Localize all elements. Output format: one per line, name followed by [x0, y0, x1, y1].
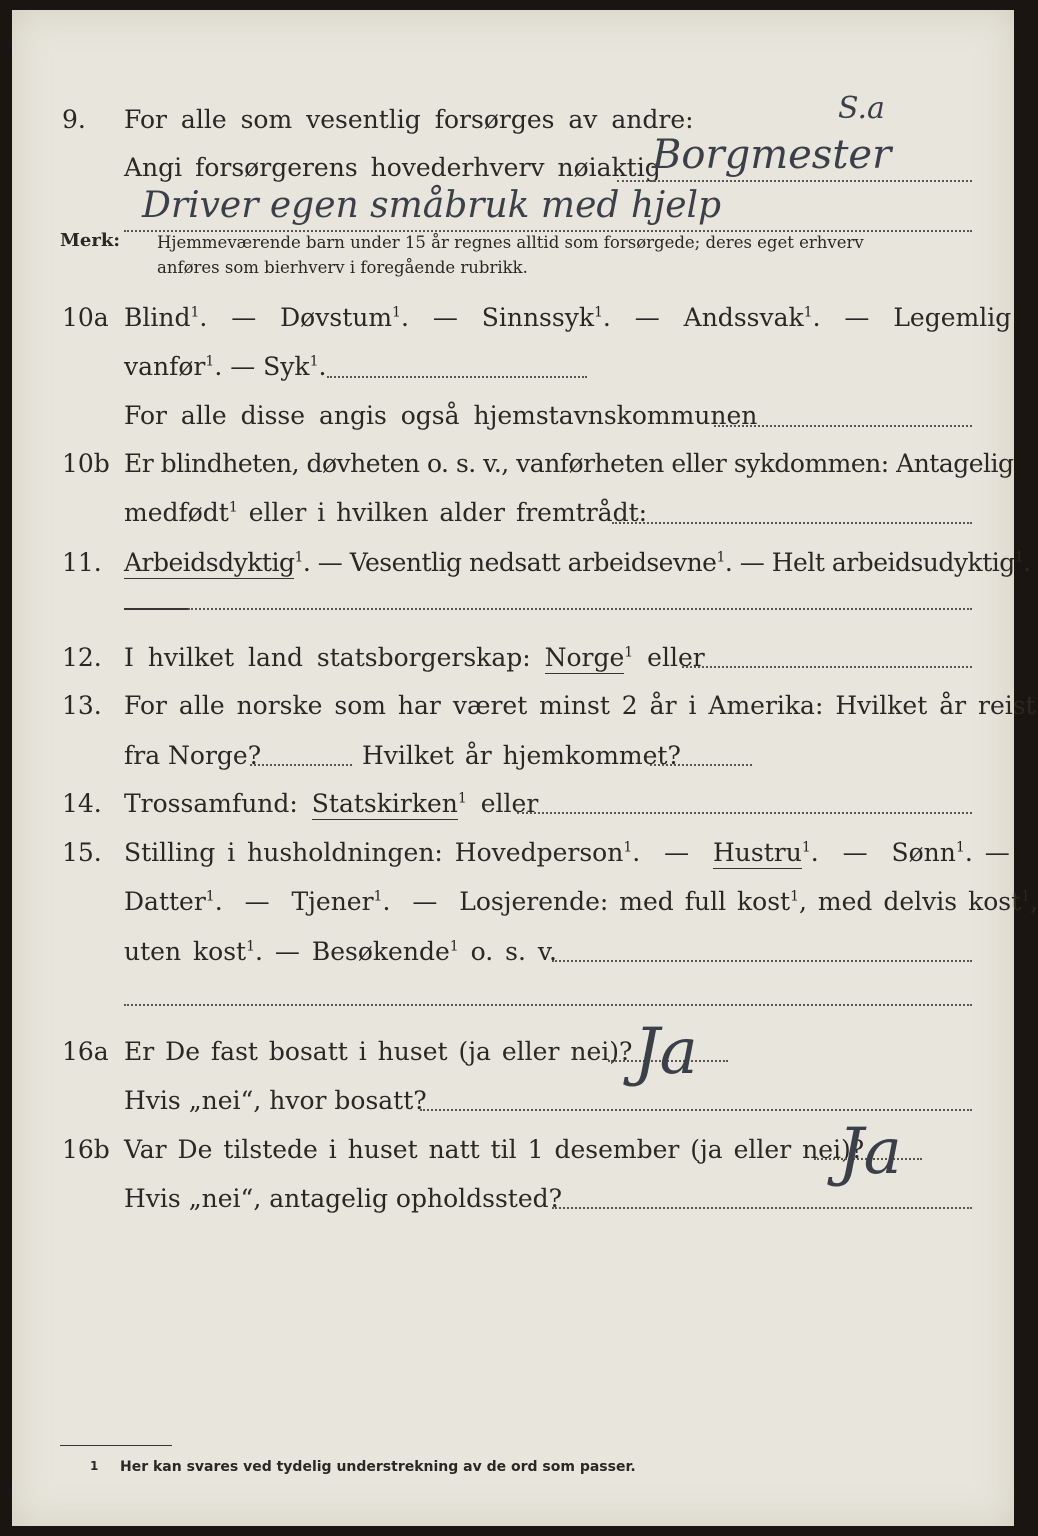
q13-from: fra Norge?	[124, 741, 262, 770]
q14-line: Trossamfund: Statskirken$^1$ eller	[124, 789, 539, 818]
question-number: 16b	[62, 1135, 110, 1164]
q15-line2: Datter$^1$. — Tjener$^1$. — Losjerende: med full kost$^1$, med delvis kost$^1$,	[124, 887, 1038, 916]
q10a-line3: For alle disse angis også hjemstavnskommunen	[124, 401, 758, 430]
q16a-line2: Hvis „nei“, hvor bosatt?	[124, 1086, 427, 1115]
q15-line3: uten kost$^1$. — Besøkende$^1$ o. s. v.	[124, 937, 557, 966]
fill-line	[250, 764, 352, 766]
question-number: 13.	[62, 691, 102, 720]
fill-line	[327, 376, 587, 378]
fill-line	[617, 180, 972, 182]
note-label: Merk:	[60, 230, 120, 251]
q10b-line1: Er blindheten, døvheten o. s. v., vanførheten eller sykdommen: Antagelig	[124, 449, 1014, 478]
footnote-rule	[60, 1445, 172, 1446]
fill-line	[714, 425, 972, 427]
footnote-text: Her kan svares ved tydelig understrekning av de ord som passer.	[120, 1459, 636, 1475]
question-number: 14.	[62, 789, 102, 818]
fill-line	[682, 666, 972, 668]
q16b-line1: Var De tilstede i huset natt til 1 desember (ja eller nei)?	[124, 1135, 865, 1164]
question-number: 12.	[62, 643, 102, 672]
q10b-line2: medfødt$^1$ eller i hvilken alder fremtrådt:	[124, 498, 648, 527]
fill-line	[552, 1207, 972, 1209]
q13-line1: For alle norske som har været minst 2 år i Amerika: Hvilket år reist	[124, 691, 1036, 720]
fill-line	[124, 1004, 972, 1006]
question-number: 10a	[62, 303, 109, 332]
fill-line	[612, 522, 972, 524]
question-number: 11.	[62, 548, 102, 577]
q10a-line2: vanfør$^1$. — Syk$^1$.	[124, 352, 327, 381]
footnote-mark: 1	[90, 1459, 99, 1473]
question-number: 9.	[62, 105, 86, 134]
handwritten-occupation: Borgmester	[652, 132, 892, 178]
question-number: 16a	[62, 1037, 109, 1066]
fill-line	[188, 608, 972, 610]
handwritten-mark: S.a	[838, 91, 885, 126]
underline-mark	[124, 608, 188, 610]
fill-line	[124, 230, 972, 232]
question-number: 15.	[62, 838, 102, 867]
q12-line: I hvilket land statsborgerskap: Norge$^1$ eller	[124, 643, 705, 672]
q13-return: Hvilket år hjemkommet?	[362, 741, 681, 770]
q16a-line1: Er De fast bosatt i huset (ja eller nei)?	[124, 1037, 633, 1066]
note-line1: Hjemmeværende barn under 15 år regnes alltid som forsørgede; deres eget erhverv	[157, 233, 864, 252]
fill-line	[517, 812, 972, 814]
note-line2: anføres som bierhverv i foregående rubrikk.	[157, 258, 528, 277]
q9-line2: Angi forsørgerens hovederhverv nøiaktig	[124, 153, 661, 182]
q9-line1: For alle som vesentlig forsørges av andre:	[124, 105, 694, 134]
fill-line	[650, 764, 752, 766]
fill-line	[420, 1109, 972, 1111]
handwritten-answer: Ja	[634, 1015, 698, 1089]
q16b-line2: Hvis „nei“, antagelig opholdssted?	[124, 1184, 563, 1213]
fill-line	[552, 960, 972, 962]
q11-line1: Arbeidsdyktig$^1$. — Vesentlig nedsatt arbeidsevne$^1$. — Helt arbeidsudyktig$^1$.	[124, 548, 1031, 577]
q15-line1: Stilling i husholdningen: Hovedperson$^1$. — Hustru$^1$. — Sønn$^1$. —	[124, 838, 1010, 867]
census-form-page	[12, 10, 1038, 1526]
question-number: 10b	[62, 449, 110, 478]
q10a-line1: Blind$^1$. — Døvstum$^1$. — Sinnssyk$^1$. — Andssvak$^1$. — Legemlig	[124, 303, 1012, 332]
handwritten-answer: Ja	[838, 1115, 902, 1189]
handwritten-occupation-detail: Driver egen småbruk med hjelp	[142, 185, 722, 226]
